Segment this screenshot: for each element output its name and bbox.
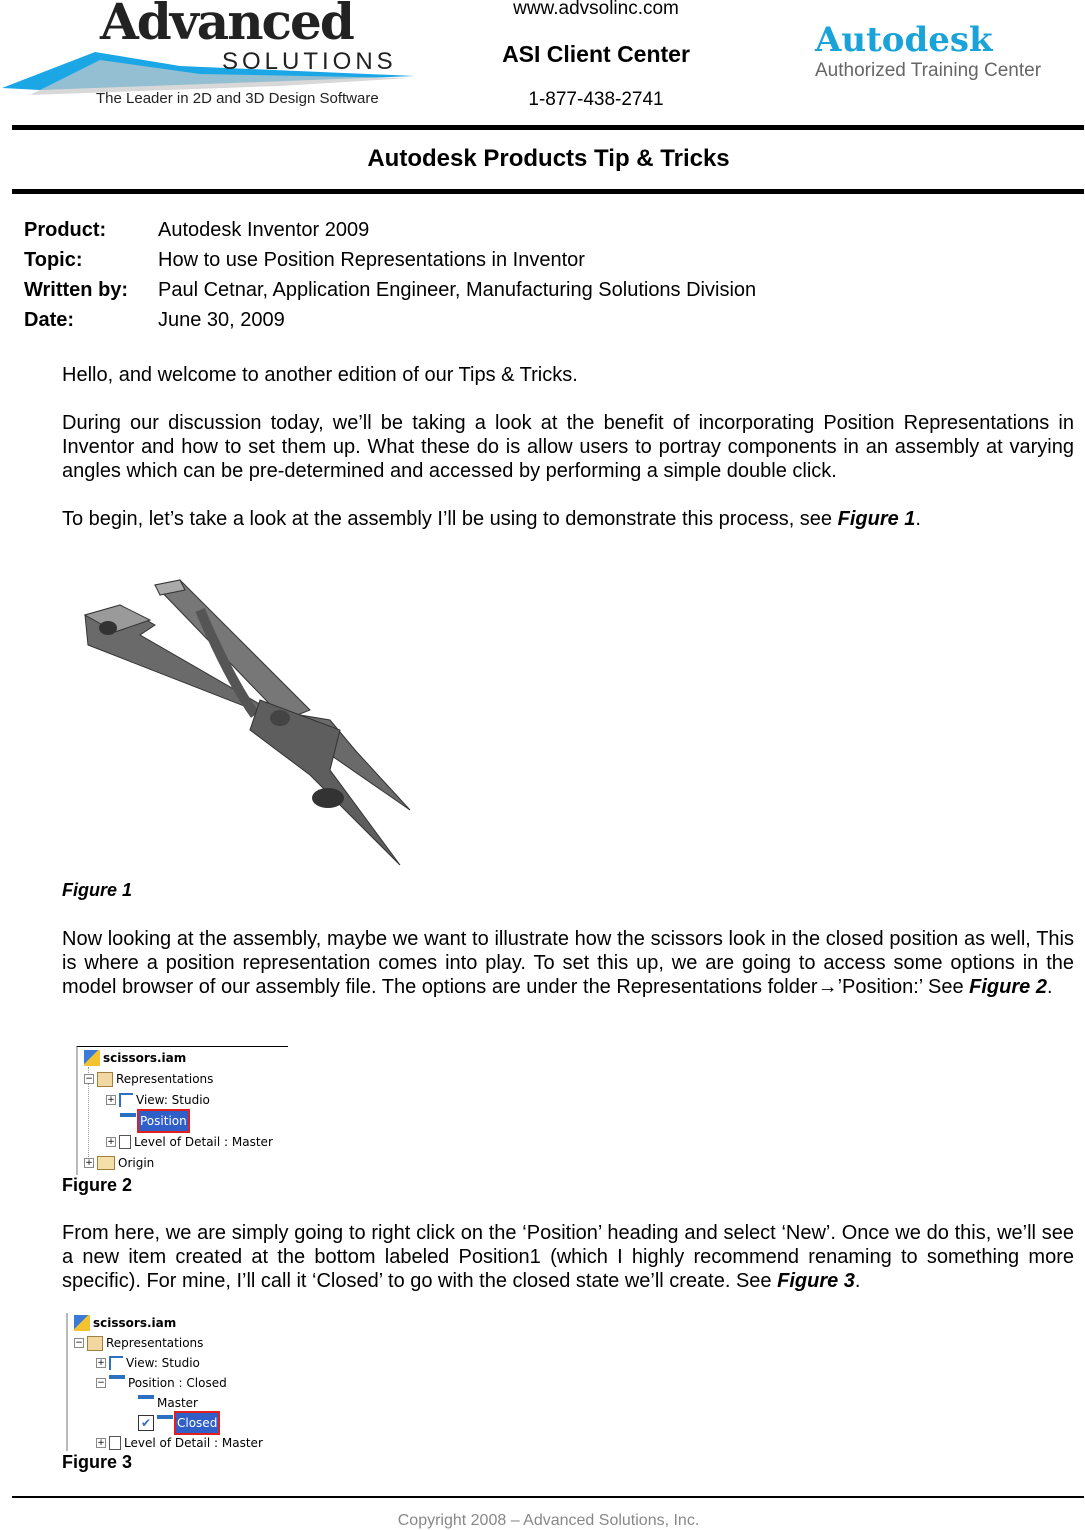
checkmark-icon[interactable]: ✔: [138, 1415, 154, 1431]
tree-item-closed[interactable]: [138, 1413, 218, 1433]
expand-icon[interactable]: +: [107, 1137, 115, 1147]
tree-label: Position: [139, 1111, 188, 1131]
assembly-icon: [84, 1050, 100, 1066]
figure-ref: Figure 1: [837, 508, 916, 530]
meta-value: How to use Position Representations in Inventor: [158, 249, 585, 271]
tree-item-position[interactable]: [120, 1111, 188, 1131]
tree-label: Representations: [106, 1336, 204, 1350]
tree-item-representations[interactable]: [84, 1069, 213, 1089]
model-browser-figure-3: [66, 1313, 278, 1451]
logo-sub: SOLUTIONS: [222, 48, 397, 75]
website: www.advsolinc.com: [513, 0, 679, 19]
view-rep-icon: [109, 1356, 123, 1370]
tree-item-position[interactable]: [96, 1373, 227, 1393]
paragraph-discussion: During our discussion today, we’ll be taking a look at the benefit of incorporating Position Representations in Inventor and how to set them up. What these do is allow users to portray components in an assembly at varying angles which can be pre-determined and accessed by performing a simple double click.: [62, 412, 1074, 482]
meta-value: Autodesk Inventor 2009: [158, 219, 370, 241]
position-rep-icon: [109, 1375, 125, 1391]
meta-label: Date:: [24, 309, 75, 331]
tree-label: Level of Detail : Master: [134, 1135, 273, 1149]
text: .: [854, 1270, 861, 1292]
meta-label: Topic:: [24, 249, 83, 271]
figure-2-caption: Figure 2: [62, 1175, 133, 1195]
paragraph-begin: [62, 507, 1074, 531]
tree-label: Representations: [116, 1072, 214, 1086]
logo-tagline: The Leader in 2D and 3D Design Software: [96, 90, 379, 107]
assembly-icon: [74, 1315, 90, 1331]
representations-folder-icon: [87, 1336, 103, 1351]
autodesk-logo: [815, 20, 1041, 82]
tree-item-master[interactable]: [138, 1393, 198, 1413]
tree-label: Position : Closed: [128, 1376, 227, 1390]
view-rep-icon: [119, 1093, 133, 1107]
title-rule: [12, 189, 1084, 194]
position-rep-icon: [138, 1395, 154, 1411]
expand-icon[interactable]: +: [85, 1158, 93, 1168]
text: .: [915, 508, 921, 530]
tree-label: View: Studio: [136, 1093, 210, 1107]
position-rep-icon: [120, 1113, 136, 1129]
header-rule: [12, 125, 1084, 130]
tree-label: View: Studio: [126, 1356, 200, 1370]
figure-1-caption: Figure 1: [62, 880, 133, 900]
tree-item-view[interactable]: [106, 1090, 210, 1110]
tree-label: Origin: [118, 1156, 155, 1170]
autodesk-sub: Authorized Training Center: [815, 60, 1042, 81]
figure-3-caption: Figure 3: [62, 1452, 133, 1472]
paragraph-intro: Hello, and welcome to another edition of our Tips & Tricks.: [62, 364, 578, 386]
expand-icon[interactable]: +: [97, 1358, 105, 1368]
logo-name: Advanced: [100, 0, 353, 51]
phone: 1-877-438-2741: [528, 89, 664, 110]
text: From here, we are simply going to right click on the ‘Position’ heading and select ‘New’. Once we do this, we’ll see a new item created at the bottom labeled Position1 (which I highly recommend renaming to something more specific). For mine, I’ll call it ‘Closed’ to go with the closed state we’ll create. See: [62, 1222, 1074, 1292]
center-title: ASI Client Center: [502, 41, 690, 67]
footer-copyright: Copyright 2008 – Advanced Solutions, Inc.: [397, 1512, 700, 1529]
tree-item-origin[interactable]: [84, 1153, 154, 1173]
tree-item-representations[interactable]: [74, 1333, 203, 1353]
tree-item-view[interactable]: [96, 1353, 200, 1373]
collapse-icon[interactable]: −: [75, 1338, 83, 1348]
meta-value: June 30, 2009: [158, 309, 285, 331]
text: Now looking at the assembly, maybe we want to illustrate how the scissors look in the closed position as well, This is where a position representation comes into play. To set this up, we are going to access some options in the model browser of our assembly file. The options are under the Representations folder→’Position:’ See: [62, 928, 1074, 998]
representations-folder-icon: [97, 1072, 113, 1087]
collapse-icon[interactable]: −: [97, 1378, 105, 1388]
expand-icon[interactable]: +: [107, 1095, 115, 1105]
tree-label: Closed: [176, 1413, 218, 1433]
lod-icon: [119, 1135, 131, 1149]
text: .: [1046, 976, 1053, 998]
meta-label: Product:: [24, 219, 107, 241]
tree-item-assembly[interactable]: [84, 1048, 186, 1068]
figure-ref: Figure 2: [969, 976, 1047, 998]
tree-label: Level of Detail : Master: [124, 1436, 263, 1450]
footer-rule: [12, 1496, 1084, 1498]
text: To begin, let’s take a look at the assembly I’ll be using to demonstrate this process, see: [62, 508, 838, 530]
position-rep-icon: [157, 1415, 173, 1431]
meta-value: Paul Cetnar, Application Engineer, Manufacturing Solutions Division: [158, 279, 757, 301]
tree-item-level-of-detail[interactable]: [106, 1132, 273, 1152]
scissors-image: [80, 570, 420, 870]
collapse-icon[interactable]: −: [85, 1074, 93, 1084]
tree-item-level-of-detail[interactable]: [96, 1433, 263, 1453]
tree-label: Master: [157, 1396, 198, 1410]
figure-ref: Figure 3: [777, 1270, 855, 1292]
folder-icon: [97, 1156, 115, 1170]
lod-icon: [109, 1436, 121, 1450]
tree-label: scissors.iam: [93, 1316, 177, 1330]
tree-label: scissors.iam: [103, 1051, 187, 1065]
paragraph-new-position: [62, 1221, 1074, 1293]
expand-icon[interactable]: +: [97, 1438, 105, 1448]
autodesk-name: Autodesk: [815, 20, 993, 60]
tree-item-assembly[interactable]: [74, 1313, 176, 1333]
model-browser-figure-2: [76, 1046, 288, 1175]
paragraph-closed-position: [62, 927, 1074, 999]
page-title: Autodesk Products Tip & Tricks: [367, 145, 730, 172]
meta-label: Written by:: [24, 279, 129, 301]
